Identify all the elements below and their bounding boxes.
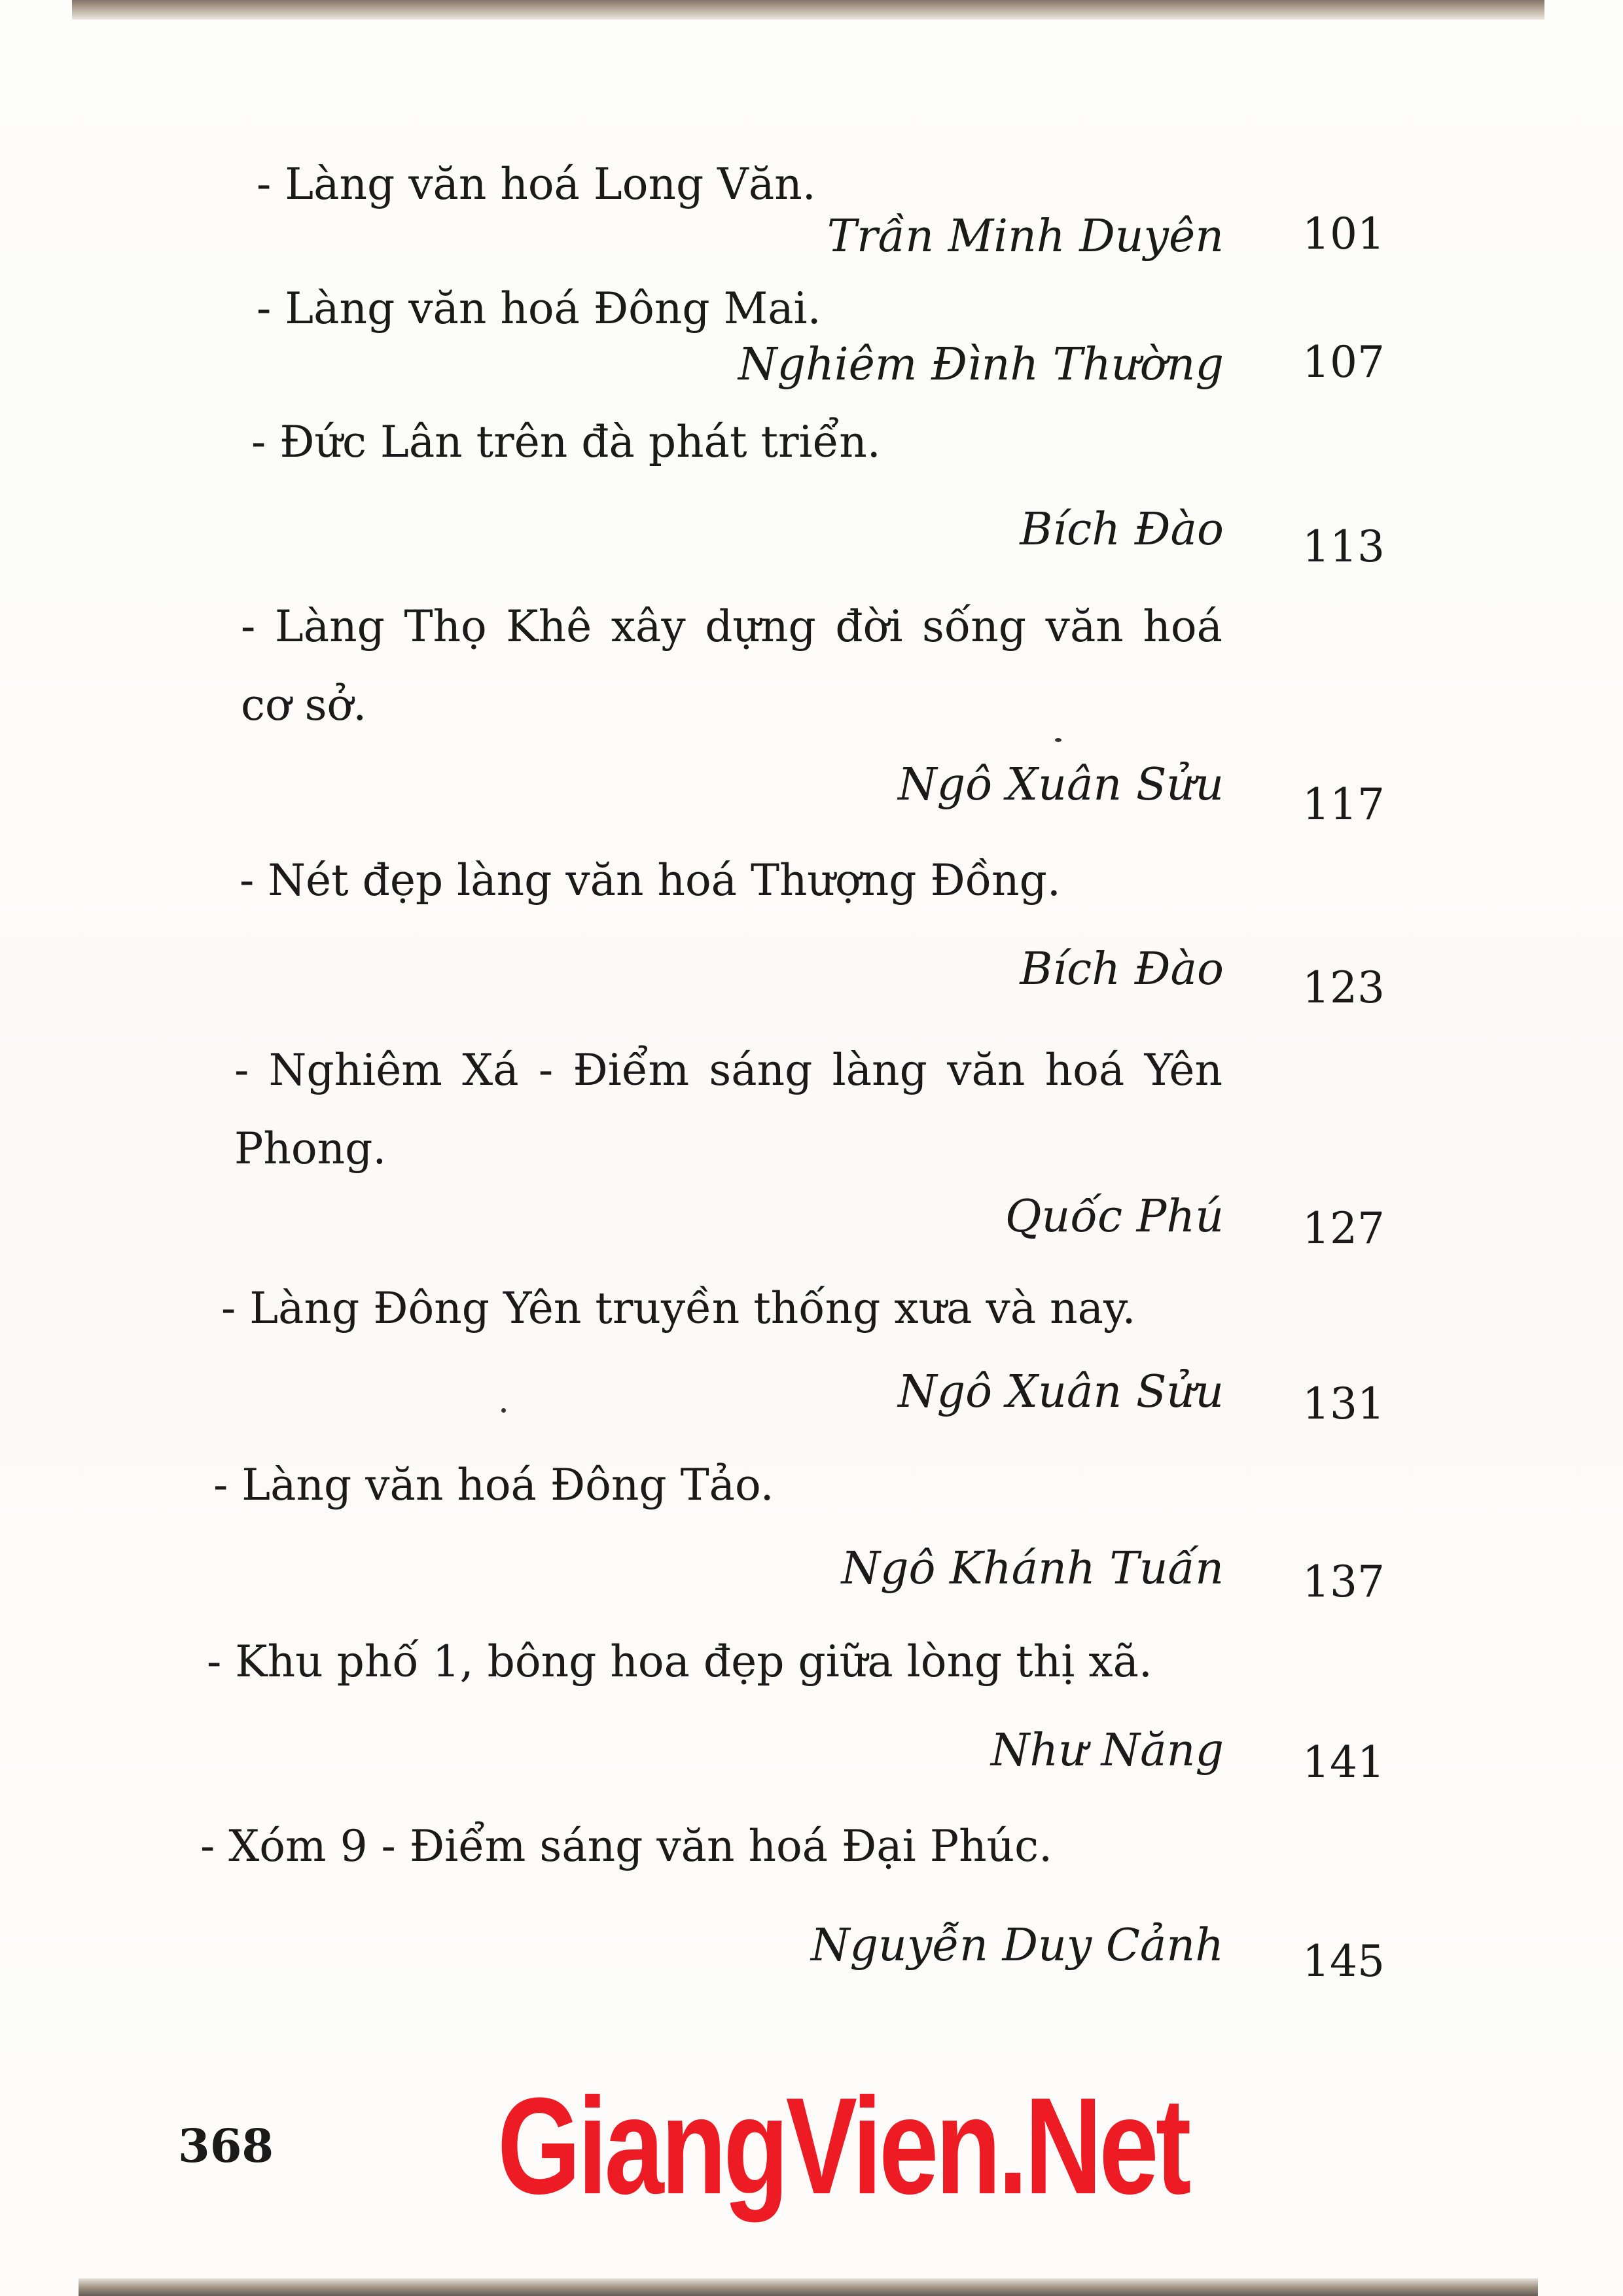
toc-entry-author: Bích Đào <box>1020 504 1224 556</box>
toc-entry-page: 113 <box>1302 521 1385 572</box>
toc-entry-title: - Nét đẹp làng văn hoá Thượng Đồng. <box>240 855 1061 906</box>
print-speck <box>1055 738 1061 742</box>
toc-entry-author: Ngô Khánh Tuấn <box>841 1543 1224 1595</box>
toc-entry-title: - Làng văn hoá Long Văn. <box>257 159 816 209</box>
toc-entry-title: - Xóm 9 - Điểm sáng văn hoá Đại Phúc. <box>200 1821 1053 1871</box>
toc-entry-title: - Đức Lân trên đà phát triển. <box>251 417 881 467</box>
toc-entry-title: - Làng Đông Yên truyền thống xưa và nay. <box>221 1283 1136 1333</box>
toc-entry-page: 137 <box>1302 1557 1385 1607</box>
toc-entry-title: - Làng Thọ Khê xây dựng đời sống văn hoá cơ sở. <box>241 601 1222 730</box>
toc-entry-title: - Nghiêm Xá - Điểm sáng làng văn hoá Yên Phong. <box>234 1045 1222 1174</box>
page-number: 368 <box>178 2119 274 2173</box>
toc-entry-title: - Làng văn hoá Đông Tảo. <box>213 1460 774 1510</box>
toc-entry-page: 117 <box>1302 779 1385 830</box>
toc-entry-author: Bích Đào <box>1020 944 1224 995</box>
watermark-logo: GiangVien.Net <box>497 2069 1188 2223</box>
toc-entry-author: Như Năng <box>990 1725 1224 1776</box>
toc-entry-page: 123 <box>1302 963 1385 1013</box>
toc-entry-author: Trần Minh Duyên <box>827 211 1224 262</box>
toc-entry-author: Ngô Xuân Sửu <box>898 759 1224 811</box>
toc-entry-author: Ngô Xuân Sửu <box>898 1366 1224 1418</box>
toc-entry-title: - Khu phố 1, bông hoa đẹp giữa lòng thị xã. <box>207 1636 1152 1687</box>
toc-entry-author: Nguyễn Duy Cảnh <box>811 1920 1224 1971</box>
toc-entry-author: Quốc Phú <box>1005 1191 1224 1243</box>
toc-entry-page: 141 <box>1302 1737 1385 1788</box>
print-speck <box>501 1408 506 1413</box>
toc-entry-page: 107 <box>1302 337 1385 387</box>
toc-entry-page: 127 <box>1302 1203 1385 1254</box>
toc-entry-page: 145 <box>1302 1936 1385 1987</box>
toc-entry-page: 101 <box>1302 209 1385 259</box>
page-top-edge <box>72 0 1544 20</box>
page-bottom-edge <box>79 2278 1538 2296</box>
toc-entry-page: 131 <box>1302 1379 1385 1429</box>
toc-entry-author: Nghiêm Đình Thường <box>738 339 1224 391</box>
toc-entry-title: - Làng văn hoá Đông Mai. <box>257 283 821 334</box>
